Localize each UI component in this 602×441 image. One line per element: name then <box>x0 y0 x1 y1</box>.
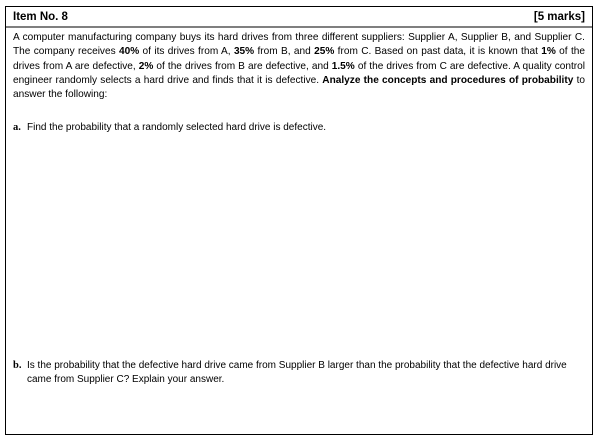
emphasis-text: 1% <box>541 46 556 58</box>
emphasis-text: Analyze the concepts and procedures of probability <box>322 74 574 86</box>
problem-text: of its drives from A, <box>139 46 234 58</box>
problem-text: of the drives from C are defective. A quality control engineer randomly selects a hard drive and finds that it is defective. <box>13 60 586 86</box>
marks-label: [5 marks] <box>533 10 585 23</box>
problem-text: from C. Based on past data, it is known that <box>334 46 542 58</box>
question-a <box>13 121 582 135</box>
emphasis-text: 1.5% <box>331 60 355 72</box>
question-label: a. <box>13 122 21 133</box>
question-label: b. <box>13 360 22 371</box>
item-header <box>6 7 592 28</box>
problem-text: of the drives from B are defective, and <box>153 60 332 72</box>
question-text: Is the probability that the defective hard drive came from Supplier B larger than the probability that the defective hard drive came from Supplier C? Explain your answer. <box>27 360 567 385</box>
emphasis-text: 40% <box>119 46 140 58</box>
emphasis-text: 2% <box>138 60 154 72</box>
problem-text: of the drives from A are defective, <box>13 46 585 72</box>
item-box <box>5 6 593 435</box>
problem-text: from B, and <box>254 46 315 58</box>
emphasis-text: 35% <box>233 46 255 58</box>
emphasis-text: 25% <box>314 46 335 58</box>
question-b <box>13 359 582 386</box>
item-number: Item No. 8 <box>13 10 68 23</box>
problem-text: to answer the following: <box>13 74 585 101</box>
problem-text: A computer manufacturing company buys its hard drives from three different suppliers: Supplier A, Supplier B, and Supplier C. The company receives <box>13 32 585 58</box>
question-text: Find the probability that a randomly selected hard drive is defective. <box>27 122 327 133</box>
problem-statement <box>6 28 592 102</box>
